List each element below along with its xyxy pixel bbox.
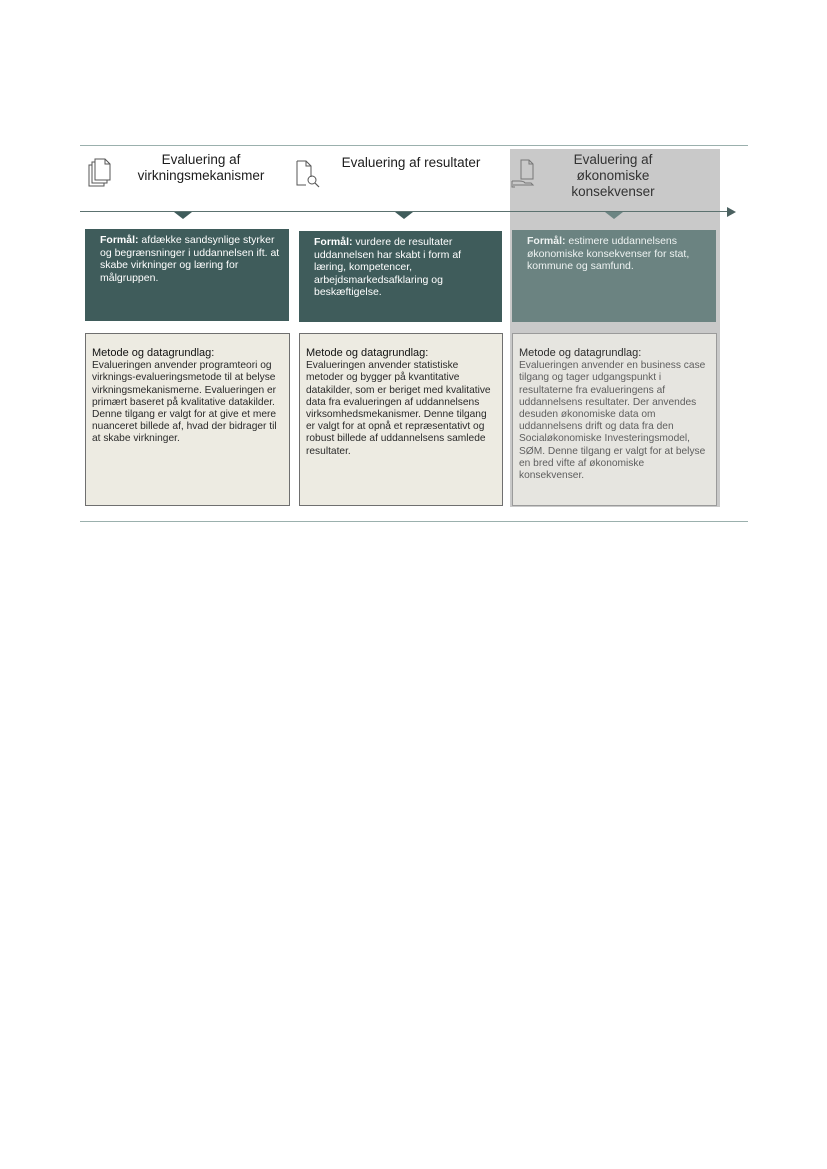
purpose-box-economic bbox=[512, 230, 716, 322]
column-title-economic: Evaluering af økonomiske konsekvenser bbox=[571, 152, 655, 199]
purpose-label: Formål: bbox=[100, 234, 139, 246]
method-label: Metode og datagrundlag: bbox=[519, 347, 642, 359]
method-label: Metode og datagrundlag: bbox=[306, 347, 429, 359]
document-search-icon bbox=[296, 160, 322, 193]
purpose-box-mechanisms bbox=[85, 229, 289, 321]
method-label: Metode og datagrundlag: bbox=[92, 347, 215, 359]
purpose-text: vurdere de resultater uddannelsen har skabt i form af læring, kompetencer, arbejdsmarkedsafklaring og beskæftigelse. bbox=[314, 236, 462, 299]
column-title-mechanisms: Evaluering af virkningsmekanismer bbox=[137, 152, 265, 183]
timeline-arrowhead bbox=[727, 207, 736, 217]
method-box-mechanisms bbox=[85, 333, 290, 506]
bottom-divider bbox=[80, 521, 748, 522]
document-hand-icon bbox=[511, 159, 537, 194]
method-box-results bbox=[299, 333, 503, 506]
purpose-text: afdække sandsynlige styrker og begrænsninger i uddannelsen ift. at skabe virkninger og læring for målgruppen. bbox=[100, 234, 280, 284]
method-text: Evalueringen anvender statistiske metoder og bygger på kvantitative datakilder, som er beriget med kvalitative data fra evalueringen af uddannelsens virksomhedsmekanismer. Denne tilgang er valgt for at opnå et repræsentativt og robust billede af uddannelsens samlede resultater. bbox=[306, 360, 491, 457]
purpose-box-results bbox=[299, 231, 502, 322]
top-divider bbox=[80, 145, 748, 146]
timeline-marker bbox=[605, 212, 623, 219]
documents-stack-icon bbox=[88, 158, 114, 193]
method-text: Evalueringen anvender programteori og virknings-evalueringsmetode til at belyse virkningsmekanismerne. Evalueringen er primært baseret på kvalitative datakilder. Denne tilgang er valgt for at give et mere nuanceret billede af, hvad der bidrager til at skabe virkninger. bbox=[92, 360, 277, 445]
timeline-marker bbox=[395, 212, 413, 219]
column-title-results: Evaluering af resultater bbox=[341, 155, 481, 170]
purpose-text: estimere uddannelsens økonomiske konsekvenser for stat, kommune og samfund. bbox=[527, 235, 690, 273]
purpose-label: Formål: bbox=[314, 236, 353, 248]
timeline-marker bbox=[174, 212, 192, 219]
method-text: Evalueringen anvender en business case tilgang og tager udgangspunkt i resultaterne fra evalueringens af uddannelsens resultater. Der anvendes desuden økonomiske data om uddannelsens drift og data fra den Socialøkonomiske Investeringsmodel, SØM. Denne tilgang er valgt for at belyse en bred vifte af økonomiske konsekvenser. bbox=[519, 360, 706, 482]
method-box-economic bbox=[512, 333, 717, 506]
purpose-label: Formål: bbox=[527, 235, 566, 247]
